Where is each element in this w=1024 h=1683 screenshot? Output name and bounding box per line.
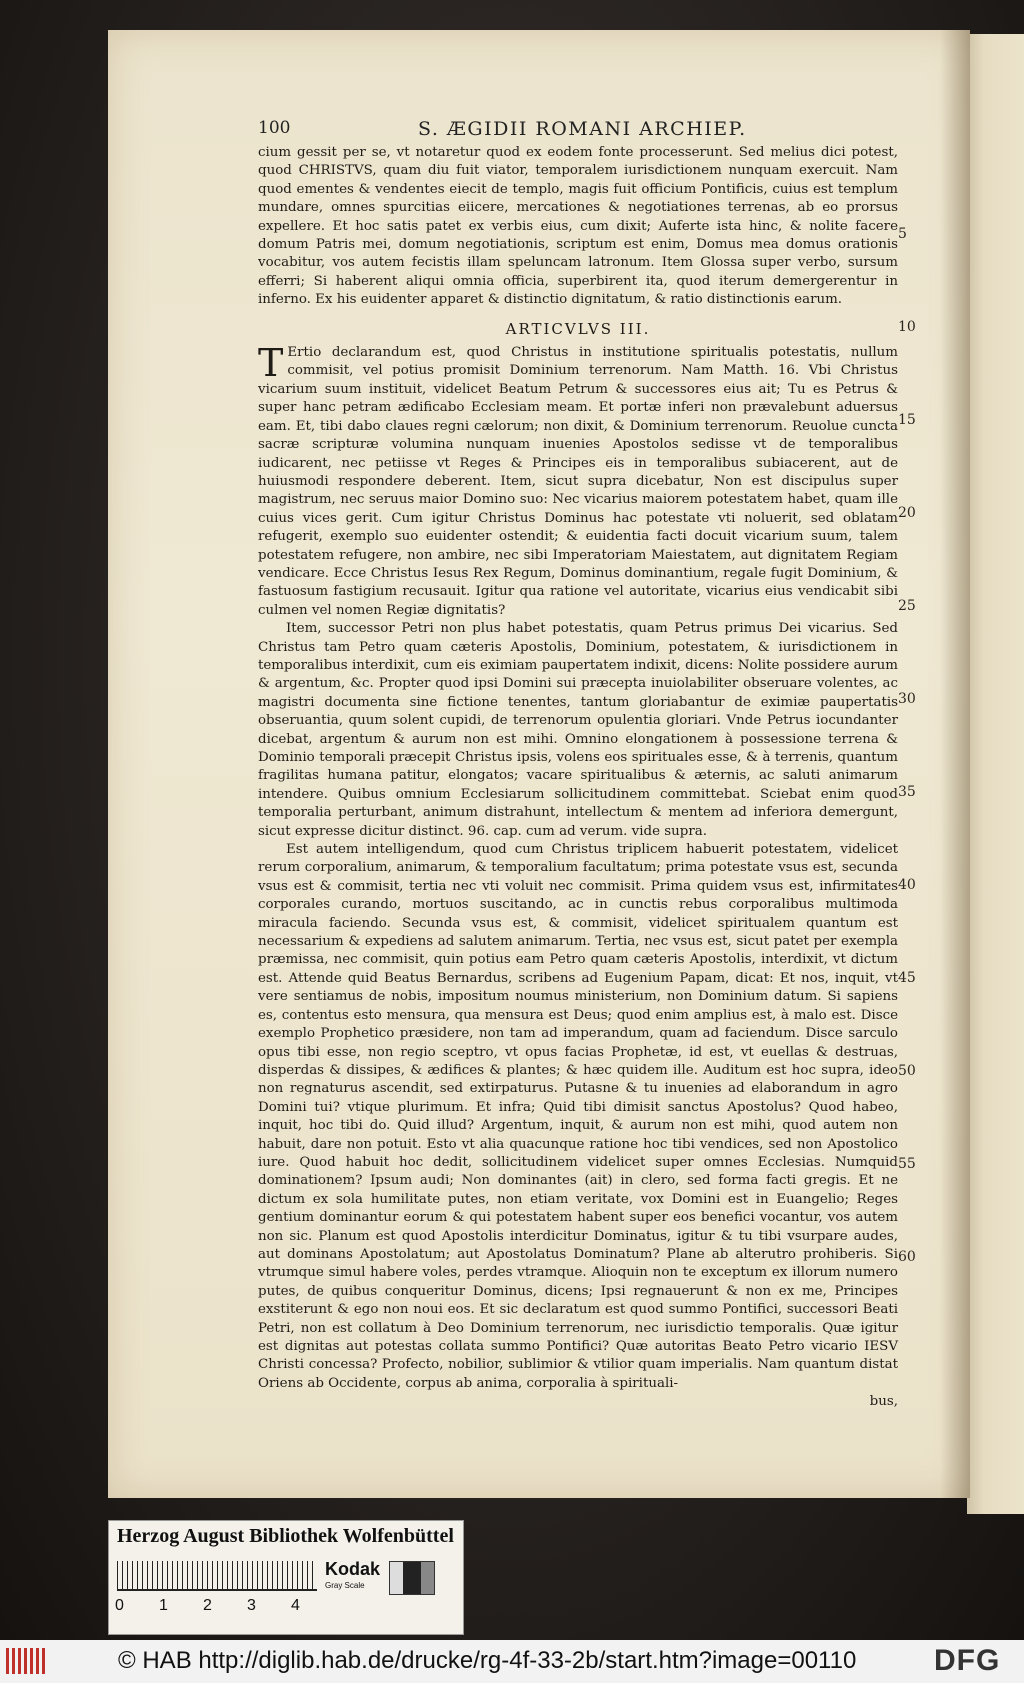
main-text — [258, 144, 898, 1412]
line-number: 60 — [898, 1249, 916, 1265]
paragraph-3: Item, successor Petri non plus habet potestatis, quam Petrus primus Dei vicarius. Sed Christus tam Petro quam cæteris Apostolis, Dominium, potestatem, & iurisdictionem in temporalibus interdixit, cum eis eximiam paupertatem indixit, dicens: Nolite possidere aurum & argentum, &c. Propter quod ipsi Domini sui præcepta inuiolabiliter obseruare volentes, ac magistri documenta sine fictione tenentes, tantum gloriabantur de eximiæ paupertatis obseruantia, quum solent cupidi, de terrenorum opulentia gloriari. Vnde Petrus iocundanter dicebat, argentum & aurum non est mihi. Omnino elongationem à possessione terrena & Dominio temporali præcepit Christus ipsis, volens eos spirituales esse, & à terrenis, quantum fragilitas humana patitur, elongatos; vacare spiritualibus & æternis, ac saluti animarum intendere. Quibus omnium Ecclesiarum sollicitudinem committebat. Sciebat enim quod temporalia perturbant, animum distrahunt, intellectum & mentem ad inferiora demergunt, sicut expresse dicitur distinct. 96. cap. cum ad verum. vide supra. — [258, 621, 898, 839]
ruler-number: 3 — [247, 1597, 256, 1614]
paragraph-1: cium gessit per se, vt notaretur quod ex eodem fonte processerunt. Sed melius dici potest, quod CHRISTVS, quam diu fuit viator, temporalem iurisdictionem nunquam exercuit. Nam quod ementes & vendentes eiecit de templo, magis fuit officium Pontificis, cuius est templum mundare, omnes spurcitias eiicere, mercationes & negotiationes terrenas, ab eo prorsus expellere. Et hoc satis patet ex verbis eius, cum dixit; Auferte ista hinc, & nolite facere domum Patris mei, domum negotiationis, scriptum est enim, Domus mea domus orationis vocabitur, vos autem fecistis illam speluncam latronum. Item Glossa super verbo, sursum efferri; Si haberent aliqui omnia officia, superbirent ita, quod iterum demergerentur in inferno. Ex his euidenter apparet & distinctio dignitatum, & ratio distinctionis earum. — [258, 145, 898, 308]
footer-bar — [0, 1640, 1024, 1683]
ruler-number: 2 — [203, 1597, 212, 1614]
ruler-number: 0 — [115, 1597, 124, 1614]
running-head — [258, 118, 798, 142]
dfg-logo: DFG — [934, 1644, 1001, 1677]
library-color-target — [108, 1520, 464, 1635]
line-number: 20 — [898, 505, 916, 521]
paragraph-2-text: Ertio declarandum est, quod Christus in institutione spiritualis potestatis, nullum commisit, vel potius promisit Dominium terrenorum. Nam Matth. 16. Vbi Christus vicarium suum instituit, videlicet Beatum Petrum & successores eius ait; Tu es Petrus & super hanc petram ædificabo Ecclesiam meam. Et portæ inferi non prævalebunt aduersus eam. Et, tibi dabo claues regni cælorum; non dixit, & Dominium terrenorum. Reuolue cuncta sacræ scripturæ volumina nunquam inuenies Apostolos sedisse vt de temporalibus iudicarent, nec petiisse vt Reges & Principes eis in temporalibus subiacerent, aut de huiusmodi responderе deberent. Item, sicut supra dicebatur, Non est discipulus super magistrum, nec seruus maior Domino suo: Nec vicarius maiorem potestatem habet, quam ille cuius vices gerit. Cum igitur Christus Dominus hac potestate vti noluerit, sed oblatam refugerit, exemplo suo euidenter ostendit; & euidentia facti docuit vicarium suum, talem potestatem refugere, non ambire, nec sibi Imperatoriam Maiestatem, aut dignitatem Regiam vendicare. Ecce Christus Iesus Rex Regum, Dominus dominantium, regale fugit Dominium, & fastuosum fastigium recusauit. Igitur qua ratione vel autoritate, vicarius eius vendicabit sibi culmen vel nomen Regiæ dignitatis? — [258, 345, 898, 618]
line-number: 25 — [898, 598, 916, 614]
ruler-number: 1 — [159, 1597, 168, 1614]
ruler-number: 4 — [291, 1597, 300, 1614]
line-number: 50 — [898, 1063, 916, 1079]
source-url[interactable]: © HAB http://diglib.hab.de/drucke/rg-4f-33-2b/start.htm?image=00110 — [118, 1647, 857, 1674]
line-number: 30 — [898, 691, 916, 707]
kodak-logo: Kodak — [325, 1559, 381, 1579]
line-numbers — [898, 144, 928, 1344]
line-number: 40 — [898, 877, 916, 893]
line-number: 10 — [898, 319, 916, 335]
line-number: 15 — [898, 412, 916, 428]
gray-scale-swatch — [389, 1561, 435, 1595]
gray-scale-label: Gray Scale — [325, 1581, 365, 1590]
page-title: S. ÆGIDII ROMANI ARCHIEP. — [418, 118, 747, 140]
scale-ruler — [117, 1561, 317, 1591]
library-name: Herzog August Bibliothek Wolfenbüttel — [117, 1525, 454, 1547]
line-number: 55 — [898, 1156, 916, 1172]
line-number: 5 — [898, 226, 907, 242]
ruler-numbers — [115, 1597, 315, 1619]
line-number: 45 — [898, 970, 916, 986]
catchword: bus, — [869, 1394, 898, 1410]
page-number: 100 — [258, 118, 291, 138]
hab-logo-icon — [6, 1648, 48, 1674]
drop-cap: T — [258, 341, 284, 386]
article-heading: ARTICVLVS III. — [505, 319, 651, 338]
line-number: 35 — [898, 784, 916, 800]
facing-page-edge — [967, 34, 1024, 1514]
paragraph-2 — [258, 341, 898, 620]
paragraph-4: Est autem intelligendum, quod cum Christus triplicem habuerit potestatem, videlicet rerum corporalium, animarum, & temporalium facultatum; prima potestate vsus est, secunda vsus est & commisit, tertia nec vti voluit nec commisit. Prima quidem vsus est, infirmitates corporales curando, mortuos suscitando, ac in cunctis rebus corporalibus multimoda miracula faciendo. Secunda vsus est, & commisit, videlicet spiritualem quantum est necessarium & expediens ad salutem animarum. Tertia, nec vsus est, sicut patet per exempla præmissa, nec commisit, quin potius eam Petro quam cæteris Apostolis, interdixit, vt dictum est. Attende quid Beatus Bernardus, scribens ad Eugenium Papam, dicat: Et nos, inquit, vt vere sentiamus de nobis, impositum noumus ministerium, non Dominium datum. Si sapiens es, contentus esto mensura, qua mensura est Deus; quod enim amplius est, à malo est. Disce exemplo Prophetico præsidere, non tam ad imperandum, quam ad faciendum. Disce sarculo opus tibi esse, non regio sceptro, vt opus facias Prophetæ, id est, vt euellas & destruas, disperdas & dissipes, & ædifices & plantes; & hæc quidem ille. Auditum est hoc supra, ideo non regnaturus ascendit, sed extirpaturus. Putasne & tu inuenies ad elaborandum in agro Domini tui? vtique plurimum. Et infra; Quid tibi dimisit sanctus Apostolus? Quod habeo, inquit, hoc tibi do. Quid illud? Argentum, inquit, & aurum non est mihi, quod autem non habuit, dare non potuit. Esto vt alia quacunque ratione hoc tibi vendices, sed non Apostolico iure. Quod habuit hoc dedit, sollicitudinem videlicet super omnes Ecclesias. Numquid dominationem? Ipsum audi; Non dominantes (ait) in clero, sed forma facti gregis. Et ne dictum ex sola humilitate putes, non etiam veritate, vox Domini est in Euangelio; Reges gentium dominantur eorum & qui potestatem habent super eos benefici vocantur, vos autem non sic. Planum est quod Apostolis interdicitur Dominatus, igitur & tu tibi vsurpare audes, aut dominans Apostolatum; aut Apostolatus Dominatum? Plane ab alterutro prohiberis. Si vtrumque simul habere voles, perdes vtramque. Alioquin non te exceptum ex illorum numero putes, de quibus conqueritur Dominus, dicens; Ipsi regnauerunt & non ex me, Principes exstiterunt & ego non noui eos. Et sic declaratum est quod summo Pontifici, successori Beati Petri, non est collatum à Deo Dominium terrenorum, nec iurisdictio temporalis. Quæ igitur est dignitas aut potestas collata summo Pontifici? Quæ autoritas Beato Petro vicario IESV Christi concessa? Profecto, nobilior, sublimior & vtilior quam imperialis. Nam quantum distat Oriens ab Occidente, corpus ab anima, corporalia à spirituali- — [258, 842, 898, 1391]
